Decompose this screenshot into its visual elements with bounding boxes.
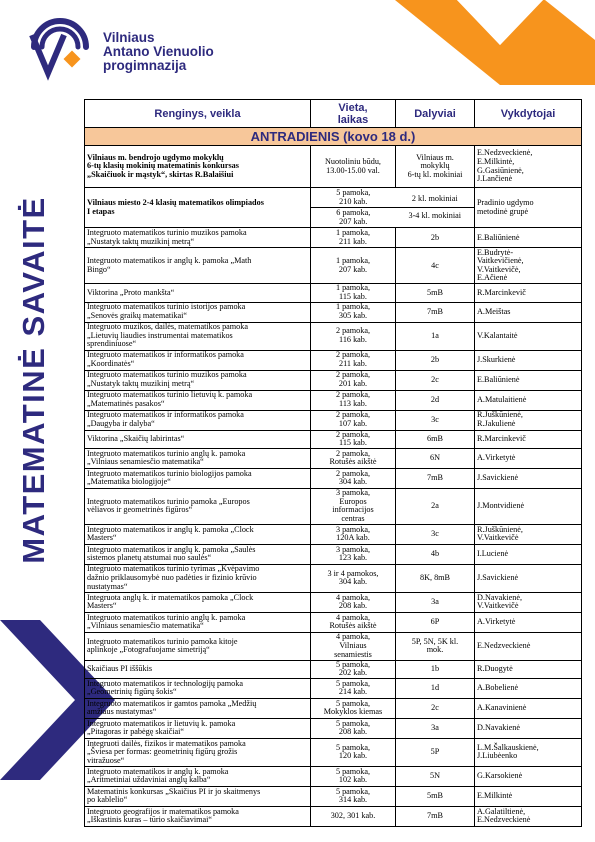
table-row	[85, 678, 582, 698]
table-row	[85, 592, 582, 612]
event-cell: Integruoto muzikos, dailės, matematikos pamoka „Lietuvių liaudies instrumentai matematikos sprendiniuose“	[85, 322, 311, 350]
place-cell: 5 pamoka, 120 kab.	[311, 738, 396, 766]
event-cell: Integruoto matematikos ir anglų k. pamoka „Math Bingo“	[85, 248, 311, 284]
leaders-cell: D.Navakienė	[475, 718, 582, 738]
leaders-cell: R.Juškūnienė, R.Jakulienė	[475, 410, 582, 430]
leaders-cell: E.Nedzveckienė, E.Milkintė, G.Gasiūnienė, J.Lančienė	[475, 146, 582, 188]
place-cell: 3 ir 4 pamokos, 304 kab.	[311, 564, 396, 592]
participants-cell: 5mB	[396, 786, 475, 806]
participants-cell: 4c	[396, 248, 475, 284]
table-row	[85, 564, 582, 592]
place-cell: 4 pamoka, Rotušės aikštė	[311, 612, 396, 632]
school-logo	[28, 13, 248, 83]
place-cell: 4 pamoka, 208 kab.	[311, 592, 396, 612]
event-cell: Integruoto matematikos ir anglų k. pamoka „Saulės sistemos planetų atstumai nuo saulės“	[85, 544, 311, 564]
table-row	[85, 430, 582, 448]
leaders-cell: I.Lucienė	[475, 544, 582, 564]
table-row	[85, 660, 582, 678]
participants-cell: 3a	[396, 592, 475, 612]
event-cell: Integruoto geografijos ir matematikos pamoka „Iškastinis kuras – tūrio skaičiavimai“	[85, 806, 311, 826]
place-cell: 5 pamoka, 102 kab.	[311, 766, 396, 786]
event-cell: Integruoto matematikos turinio anglų k. pamoka „Vilniaus senamiesčio matematika“	[85, 612, 311, 632]
participants-cell: 5mB	[396, 284, 475, 302]
logo-line-3: progimnazija	[103, 58, 187, 73]
table-row	[85, 322, 582, 350]
place-cell: 1 pamoka, 207 kab.	[311, 248, 396, 284]
event-cell: Integruoto matematikos turinio istorijos pamoka „Senovės graikų matematikai“	[85, 302, 311, 322]
participants-cell: Vilniaus m. mokyklų 6-tų kl. mokiniai	[396, 146, 475, 188]
event-cell: Integruoto matematikos turinio tyrimas „Kvėpavimo dažnio priklausomybė nuo padėties ir fizinio krūvio nustatymas“	[85, 564, 311, 592]
event-cell: Integruoto matematikos turinio pamoka „Europos vėliavos ir geometrinės figūros“	[85, 488, 311, 524]
leaders-cell: J.Skurkienė	[475, 350, 582, 370]
place-cell: 3 pamoka, Europos informacijos centras	[311, 488, 396, 524]
participants-cell	[396, 188, 475, 228]
participants-cell: 8K, 8mB	[396, 564, 475, 592]
event-cell: Matematinis konkursas „Skaičius PI ir jo skaitmenys po kablelio“	[85, 786, 311, 806]
participants-cell: 1b	[396, 660, 475, 678]
table-row	[85, 698, 582, 718]
day-label: ANTRADIENIS (kovo 18 d.)	[85, 128, 582, 146]
table-row	[85, 718, 582, 738]
participants-cell: 6mB	[396, 430, 475, 448]
event-cell: Integruoto matematikos ir anglų k. pamoka „Clock Masters“	[85, 524, 311, 544]
place-cell: 2 pamoka, 304 kab.	[311, 468, 396, 488]
leaders-cell: A.Matulaitienė	[475, 390, 582, 410]
leaders-cell: A.Meištas	[475, 302, 582, 322]
table-row	[85, 612, 582, 632]
event-cell: Integruoto matematikos ir informatikos pamoka „Daugyba ir dalyba“	[85, 410, 311, 430]
participants-cell: 5P, 5N, 5K kl. mok.	[396, 632, 475, 660]
leaders-cell: E.Milkintė	[475, 786, 582, 806]
event-cell: Integruoto matematikos turinio biologijos pamoka „Matematika biologijoje“	[85, 468, 311, 488]
event-cell: Integruoto matematikos turinio lietuvių k. pamoka „Matematinės pasakos“	[85, 390, 311, 410]
participants-cell: 3a	[396, 718, 475, 738]
table-row	[85, 188, 582, 228]
participants-cell: 7mB	[396, 302, 475, 322]
logo-line-1: Vilniaus	[103, 30, 155, 45]
leaders-cell: A.Virketytė	[475, 612, 582, 632]
leaders-cell: A.Kanavinienė	[475, 698, 582, 718]
event-cell: Vilniaus miesto 2-4 klasių matematikos olimpiados I etapas	[85, 188, 311, 228]
place-sub-1: 5 pamoka, 210 kab.	[311, 188, 396, 208]
table-row	[85, 632, 582, 660]
event-cell: Integruoto matematikos turinio muzikos pamoka „Nustatyk taktų muzikinį metrą“	[85, 228, 311, 248]
table-row	[85, 302, 582, 322]
event-cell: Integruota anglų k. ir matematikos pamoka „Clock Masters“	[85, 592, 311, 612]
leaders-cell: E.Baliūnienė	[475, 370, 582, 390]
table-row	[85, 488, 582, 524]
participants-cell: 5P	[396, 738, 475, 766]
place-cell: 2 pamoka, 116 kab.	[311, 322, 396, 350]
leaders-cell: E.Baliūnienė	[475, 228, 582, 248]
leaders-cell: J.Savickienė	[475, 564, 582, 592]
participants-cell: 6P	[396, 612, 475, 632]
place-cell: 2 pamoka, 113 kab.	[311, 390, 396, 410]
header-participants: Dalyviai	[396, 100, 475, 128]
table-row	[85, 468, 582, 488]
table-row	[85, 390, 582, 410]
header-event: Renginys, veikla	[85, 100, 311, 128]
leaders-cell: J.Montvidienė	[475, 488, 582, 524]
table-row	[85, 284, 582, 302]
participants-cell: 5N	[396, 766, 475, 786]
place-cell: 2 pamoka, Rotušės aikštė	[311, 448, 396, 468]
place-cell	[311, 188, 396, 228]
event-cell: Integruoto matematikos turinio pamoka kitoje aplinkoje „Fotografuojame simetriją“	[85, 632, 311, 660]
table-row	[85, 786, 582, 806]
schedule-table	[84, 99, 582, 827]
place-cell: 4 pamoka, Vilniaus senamiestis	[311, 632, 396, 660]
table-row	[85, 738, 582, 766]
leaders-cell: E.Nedzveckienė	[475, 632, 582, 660]
day-row	[85, 128, 582, 146]
place-cell: 5 pamoka, 214 kab.	[311, 678, 396, 698]
leaders-cell: A.Bobelienė	[475, 678, 582, 698]
participants-cell: 3c	[396, 524, 475, 544]
place-cell: 302, 301 kab.	[311, 806, 396, 826]
table-row	[85, 806, 582, 826]
header-place: Vieta, laikas	[311, 100, 396, 128]
event-cell: Viktorina „Proto mankšta“	[85, 284, 311, 302]
leaders-cell: R.Juškūnienė, V.Vaitkevičė	[475, 524, 582, 544]
event-cell: Viktorina „Skaičių labirintas“	[85, 430, 311, 448]
place-cell: 2 pamoka, 211 kab.	[311, 350, 396, 370]
table-row	[85, 544, 582, 564]
table-row	[85, 146, 582, 188]
orange-chevron-decoration	[395, 0, 595, 85]
place-cell: 5 pamoka, 208 kab.	[311, 718, 396, 738]
leaders-cell: D.Navakienė, V.Vaitkevičė	[475, 592, 582, 612]
place-cell: 3 pamoka, 123 kab.	[311, 544, 396, 564]
participants-cell: 2b	[396, 228, 475, 248]
participants-cell: 1d	[396, 678, 475, 698]
participants-cell: 7mB	[396, 468, 475, 488]
leaders-cell: Pradinio ugdymo metodinė grupė	[475, 188, 582, 228]
event-cell: Integruoto matematikos turinio anglų k. pamoka „Vilniaus senamiesčio matematika“	[85, 448, 311, 468]
table-row	[85, 766, 582, 786]
participants-sub-1: 2 kl. mokiniai	[396, 191, 475, 209]
table-row	[85, 248, 582, 284]
participants-cell: 1a	[396, 322, 475, 350]
place-cell: 5 pamoka, 314 kab.	[311, 786, 396, 806]
table-row	[85, 524, 582, 544]
leaders-cell: A.Galatiltienė, E.Nedzveckienė	[475, 806, 582, 826]
participants-cell: 2a	[396, 488, 475, 524]
place-cell: 1 pamoka, 211 kab.	[311, 228, 396, 248]
event-cell: Vilniaus m. bendrojo ugdymo mokyklų 6-tų klasių mokinių matematinis konkursas „Skaičiuok ir mąstyk“, skirtas R.Balaišiui	[85, 146, 311, 188]
event-cell: Integruoti dailės, fizikos ir matematikos pamoka „Šviesa per formas: geometrinių figūrų grožis vitražuose“	[85, 738, 311, 766]
leaders-cell: E.Budrytė- Vaitkevičienė, V.Vaitkevičė, E.Ačienė	[475, 248, 582, 284]
leaders-cell: A.Virketytė	[475, 448, 582, 468]
leaders-cell: R.Marcinkevič	[475, 284, 582, 302]
leaders-cell: G.Karsokienė	[475, 766, 582, 786]
event-cell: Skaičiaus PI iššūkis	[85, 660, 311, 678]
table-row	[85, 370, 582, 390]
table-row	[85, 448, 582, 468]
participants-cell: 2d	[396, 390, 475, 410]
place-cell: Nuotoliniu būdu, 13.00-15.00 val.	[311, 146, 396, 188]
place-cell: 2 pamoka, 107 kab.	[311, 410, 396, 430]
place-cell: 3 pamoka, 120A kab.	[311, 524, 396, 544]
leaders-cell: L.M.Šalkauskienė, J.Liubėenko	[475, 738, 582, 766]
leaders-cell: R.Duogytė	[475, 660, 582, 678]
side-title-text: MATEMATINĖ SAVAITĖ	[16, 196, 51, 564]
event-cell: Integruoto matematikos ir informatikos pamoka „Koordinatės“	[85, 350, 311, 370]
event-cell: Integruoto matematikos ir lietuvių k. pamoka „Pitagoras ir pabėgę skaičiai“	[85, 718, 311, 738]
event-cell: Integruoto matematikos ir gamtos pamoka „Medžių amžiaus nustatymas“	[85, 698, 311, 718]
place-cell: 2 pamoka, 201 kab.	[311, 370, 396, 390]
event-cell: Integruoto matematikos turinio muzikos pamoka „Nustatyk taktų muzikinį metrą“	[85, 370, 311, 390]
place-cell: 1 pamoka, 115 kab.	[311, 284, 396, 302]
participants-cell: 7mB	[396, 806, 475, 826]
school-emblem-icon	[28, 13, 100, 83]
participants-cell: 2c	[396, 370, 475, 390]
participants-cell: 2c	[396, 698, 475, 718]
place-cell: 5 pamoka, Mokyklos kiemas	[311, 698, 396, 718]
place-cell: 5 pamoka, 202 kab.	[311, 660, 396, 678]
participants-cell: 6N	[396, 448, 475, 468]
place-sub-2: 6 pamoka, 207 kab.	[336, 208, 371, 226]
place-cell: 2 pamoka, 115 kab.	[311, 430, 396, 448]
logo-line-2: Antano Vienuolio	[103, 44, 214, 59]
table-row	[85, 410, 582, 430]
participants-sub-2: 3-4 kl. mokiniai	[408, 211, 462, 221]
participants-cell: 3c	[396, 410, 475, 430]
header-leaders: Vykdytojai	[475, 100, 582, 128]
place-cell: 1 pamoka, 305 kab.	[311, 302, 396, 322]
participants-cell: 2b	[396, 350, 475, 370]
leaders-cell: J.Savickienė	[475, 468, 582, 488]
event-cell: Integruoto matematikos ir anglų k. pamoka „Aritmetiniai uždaviniai anglų kalba“	[85, 766, 311, 786]
event-cell: Integruoto matematikos ir technologijų pamoka „Geometrinių figūrų šokis“	[85, 678, 311, 698]
table-row	[85, 350, 582, 370]
table-header-row	[85, 100, 582, 128]
table-row	[85, 228, 582, 248]
leaders-cell: V.Kalantaitė	[475, 322, 582, 350]
leaders-cell: R.Marcinkevič	[475, 430, 582, 448]
side-title	[14, 170, 54, 590]
participants-cell: 4b	[396, 544, 475, 564]
